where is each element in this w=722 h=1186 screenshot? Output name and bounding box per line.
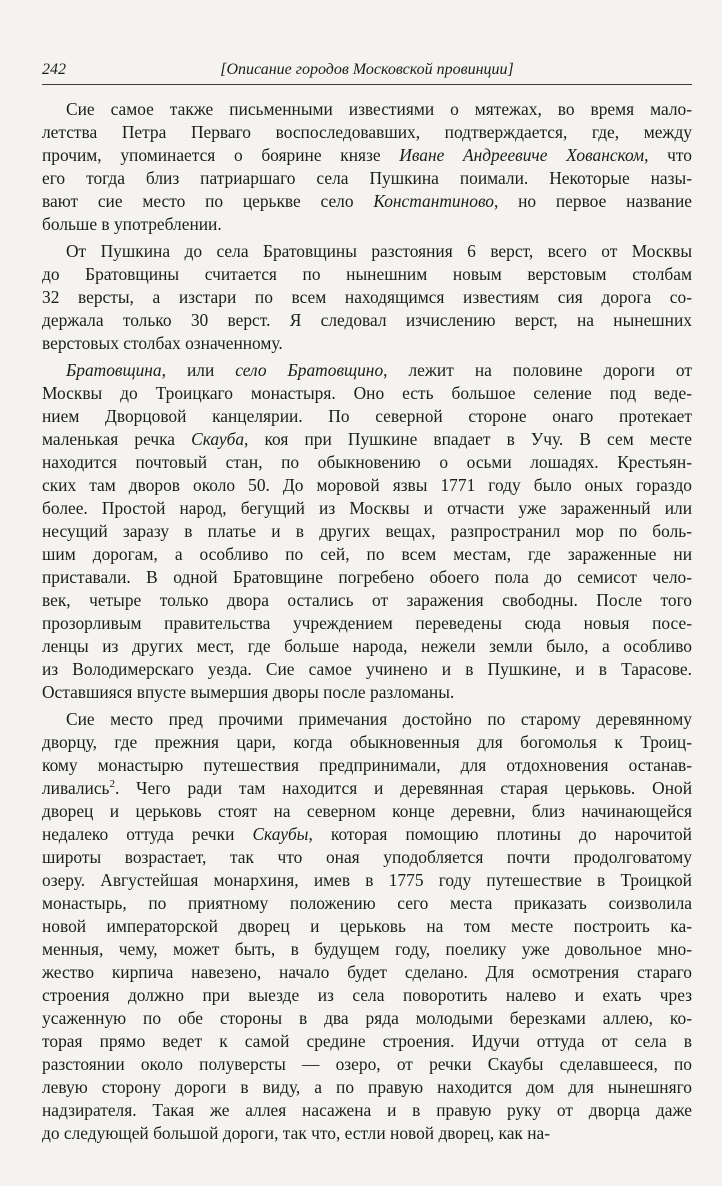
text-segment: прозорливым правительства учреждением переведены сюда новыя посе- xyxy=(42,613,692,633)
text-line xyxy=(42,731,692,754)
text-line xyxy=(42,213,692,236)
text-line xyxy=(42,589,692,612)
text-segment: , но первое название xyxy=(493,191,692,211)
text-line xyxy=(42,382,692,405)
text-segment: нием Дворцовой канцелярии. По северной стороне онаго протекает xyxy=(42,406,692,426)
text-segment: недалеко оттуда речки xyxy=(42,824,253,844)
text-segment: кому монастырю путешествия предпринимали, для отдохновения останав- xyxy=(42,755,692,775)
text-line xyxy=(42,309,692,332)
text-line xyxy=(42,708,692,731)
text-segment: новой императорской дворец и церьковь на том месте построить ка- xyxy=(42,916,692,936)
text-line xyxy=(42,121,692,144)
text-segment: Сие место пред прочими примечания достойно по старому деревянному xyxy=(66,709,692,729)
text-line xyxy=(42,938,692,961)
text-line xyxy=(42,1122,692,1145)
text-line xyxy=(42,405,692,428)
text-segment: больше в употреблении. xyxy=(42,214,222,234)
text-line xyxy=(42,681,692,704)
footnote-ref: 2 xyxy=(109,778,115,791)
text-segment: Сие самое также письменными известиями о мятежах, во время мало- xyxy=(66,99,692,119)
text-segment: широты возрастает, так что оная уподобляется почти продолговатому xyxy=(42,847,692,867)
page-number: 242 xyxy=(42,61,66,78)
text-line xyxy=(42,800,692,823)
text-segment: Москвы до Троицкаго монастыря. Оно есть большое селение под веде- xyxy=(42,383,692,403)
text-line xyxy=(42,777,692,800)
text-segment: шим дорогам, а особливо по сей, по всем местам, где зараженные ни xyxy=(42,544,692,564)
text-segment: его тогда близ патриаршаго села Пушкина поимали. Некоторые назы- xyxy=(42,168,692,188)
text-segment: надзирателя. Такая же аллея насажена и в правую руку от дворца даже xyxy=(42,1100,692,1120)
text-segment: ливались xyxy=(42,778,110,798)
text-line xyxy=(42,984,692,1007)
text-segment: держала только 30 верст. Я следовал изчислению верст, на нынешних xyxy=(42,310,692,330)
text-line xyxy=(42,359,692,382)
italic-text: Константиново xyxy=(373,191,494,211)
text-line xyxy=(42,658,692,681)
text-segment: ленцы из других мест, где больше народа, нежели земли было, а особливо xyxy=(42,636,692,656)
text-segment: усаженную по обе стороны в два ряда молодыми березками аллею, ко- xyxy=(42,1008,692,1028)
text-segment: более. Простой народ, бегущий из Москвы и отчасти уже зараженный или xyxy=(42,498,692,518)
text-segment: , что xyxy=(644,145,692,165)
text-segment: маленькая речка xyxy=(42,429,192,449)
page-header xyxy=(42,60,692,85)
text-segment: из Володимерскаго уезда. Сие самое учинено и в Пушкине, и в Тарасове. xyxy=(42,659,692,679)
text-line xyxy=(42,1099,692,1122)
text-segment: прочим, упоминается о боярине князе xyxy=(42,145,400,165)
text-line xyxy=(42,190,692,213)
text-segment: , коя при Пушкине впадает в Учу. В сем месте xyxy=(244,429,692,449)
text-line xyxy=(42,428,692,451)
text-segment: до Братовщины считается по нынешним новым верстовым столбам xyxy=(42,264,692,284)
text-line xyxy=(42,846,692,869)
text-line xyxy=(42,612,692,635)
text-segment: до следующей большой дороги, так что, естли новой дворец, как на- xyxy=(42,1123,551,1143)
text-line xyxy=(42,892,692,915)
text-line xyxy=(42,240,692,263)
text-segment: , которая помощию плотины до нарочитой xyxy=(308,824,692,844)
text-segment: приставали. В одной Братовщине погребено обоего пола до семисот чело- xyxy=(42,567,692,587)
italic-text: Братовщина xyxy=(66,360,162,380)
text-segment: , лежит на половине дороги от xyxy=(383,360,692,380)
text-line xyxy=(42,543,692,566)
text-segment: дворцу, где прежния цари, когда обыкновенныя для богомолья к Троиц- xyxy=(42,732,692,752)
text-segment: монастырь, по приятному положению сего места приказать соизволила xyxy=(42,893,692,913)
text-segment: озеру. Августейшая монархиня, имев в 1775 году путешествие в Троицкой xyxy=(42,870,692,890)
text-segment: жество кирпича навезено, начало будет сделано. Для осмотрения стараго xyxy=(42,962,692,982)
text-segment: летства Петра Перваго воспоследовавших, подтверждается, где, между xyxy=(42,122,692,142)
text-line xyxy=(42,167,692,190)
text-segment: торая прямо ведет к самой средине строения. Идучи оттуда от села в xyxy=(42,1031,692,1051)
text-line xyxy=(42,869,692,892)
text-line xyxy=(42,332,692,355)
text-segment: . Чего ради там находится и деревянная старая церьковь. Оной xyxy=(114,778,692,798)
text-line xyxy=(42,1007,692,1030)
text-line xyxy=(42,263,692,286)
text-line xyxy=(42,754,692,777)
text-line xyxy=(42,1053,692,1076)
text-segment: От Пушкина до села Братовщины разстояния 6 верст, всего от Москвы xyxy=(66,241,692,261)
text-segment: менныя, чему, может быть, в будущем году, поелику уже довольное мно- xyxy=(42,939,692,959)
text-segment: век, четыре только двора остались от заражения свободны. После того xyxy=(42,590,692,610)
text-line xyxy=(42,144,692,167)
running-title: [Описание городов Московской провинции] xyxy=(220,61,514,78)
paragraph xyxy=(42,98,692,236)
italic-text: Иване Андреевиче Хованском xyxy=(399,145,645,165)
text-line xyxy=(42,1030,692,1053)
text-segment: несущий заразу в платье и в других вещах, разпространил мор по боль- xyxy=(42,521,692,541)
text-segment: дворец и церьковь стоят на северном конце деревни, близ начинающейся xyxy=(42,801,692,821)
text-segment: , или xyxy=(161,360,236,380)
paragraph xyxy=(42,240,692,355)
paragraph xyxy=(42,708,692,1145)
text-line xyxy=(42,98,692,121)
text-line xyxy=(42,635,692,658)
text-segment: левую сторону дороги в виду, а по правую находится дом для нынешняго xyxy=(42,1077,692,1097)
text-segment: ских там дворов около 50. До моровой язвы 1771 году было оных гораздо xyxy=(42,475,692,495)
text-line xyxy=(42,474,692,497)
text-segment: разстоянии около полуверсты — озеро, от речки Скаубы сделавшееся, по xyxy=(42,1054,692,1074)
paragraph xyxy=(42,359,692,704)
italic-text: Скаубы xyxy=(252,824,309,844)
text-line xyxy=(42,961,692,984)
text-line xyxy=(42,823,692,846)
text-segment: верстовых столбах означенному. xyxy=(42,333,283,353)
text-segment: 32 версты, а изстари по всем находящимся известиям сия дорога со- xyxy=(42,287,692,307)
text-segment: строения должно при выезде из села поворотить налево и ехать чрез xyxy=(42,985,692,1005)
text-line xyxy=(42,1076,692,1099)
text-line xyxy=(42,520,692,543)
text-segment: Оставшияся впусте вымершия дворы после разломаны. xyxy=(42,682,455,702)
text-line xyxy=(42,566,692,589)
text-line xyxy=(42,286,692,309)
text-segment: вают сие место по церькве село xyxy=(42,191,374,211)
italic-text: село Братовщино xyxy=(235,360,384,380)
italic-text: Скауба xyxy=(191,429,245,449)
text-line xyxy=(42,497,692,520)
text-segment: находится почтовый стан, по обыкновению о осьми лошадях. Крестьян- xyxy=(42,452,692,472)
text-line xyxy=(42,915,692,938)
body-text xyxy=(42,98,692,1149)
text-line xyxy=(42,451,692,474)
